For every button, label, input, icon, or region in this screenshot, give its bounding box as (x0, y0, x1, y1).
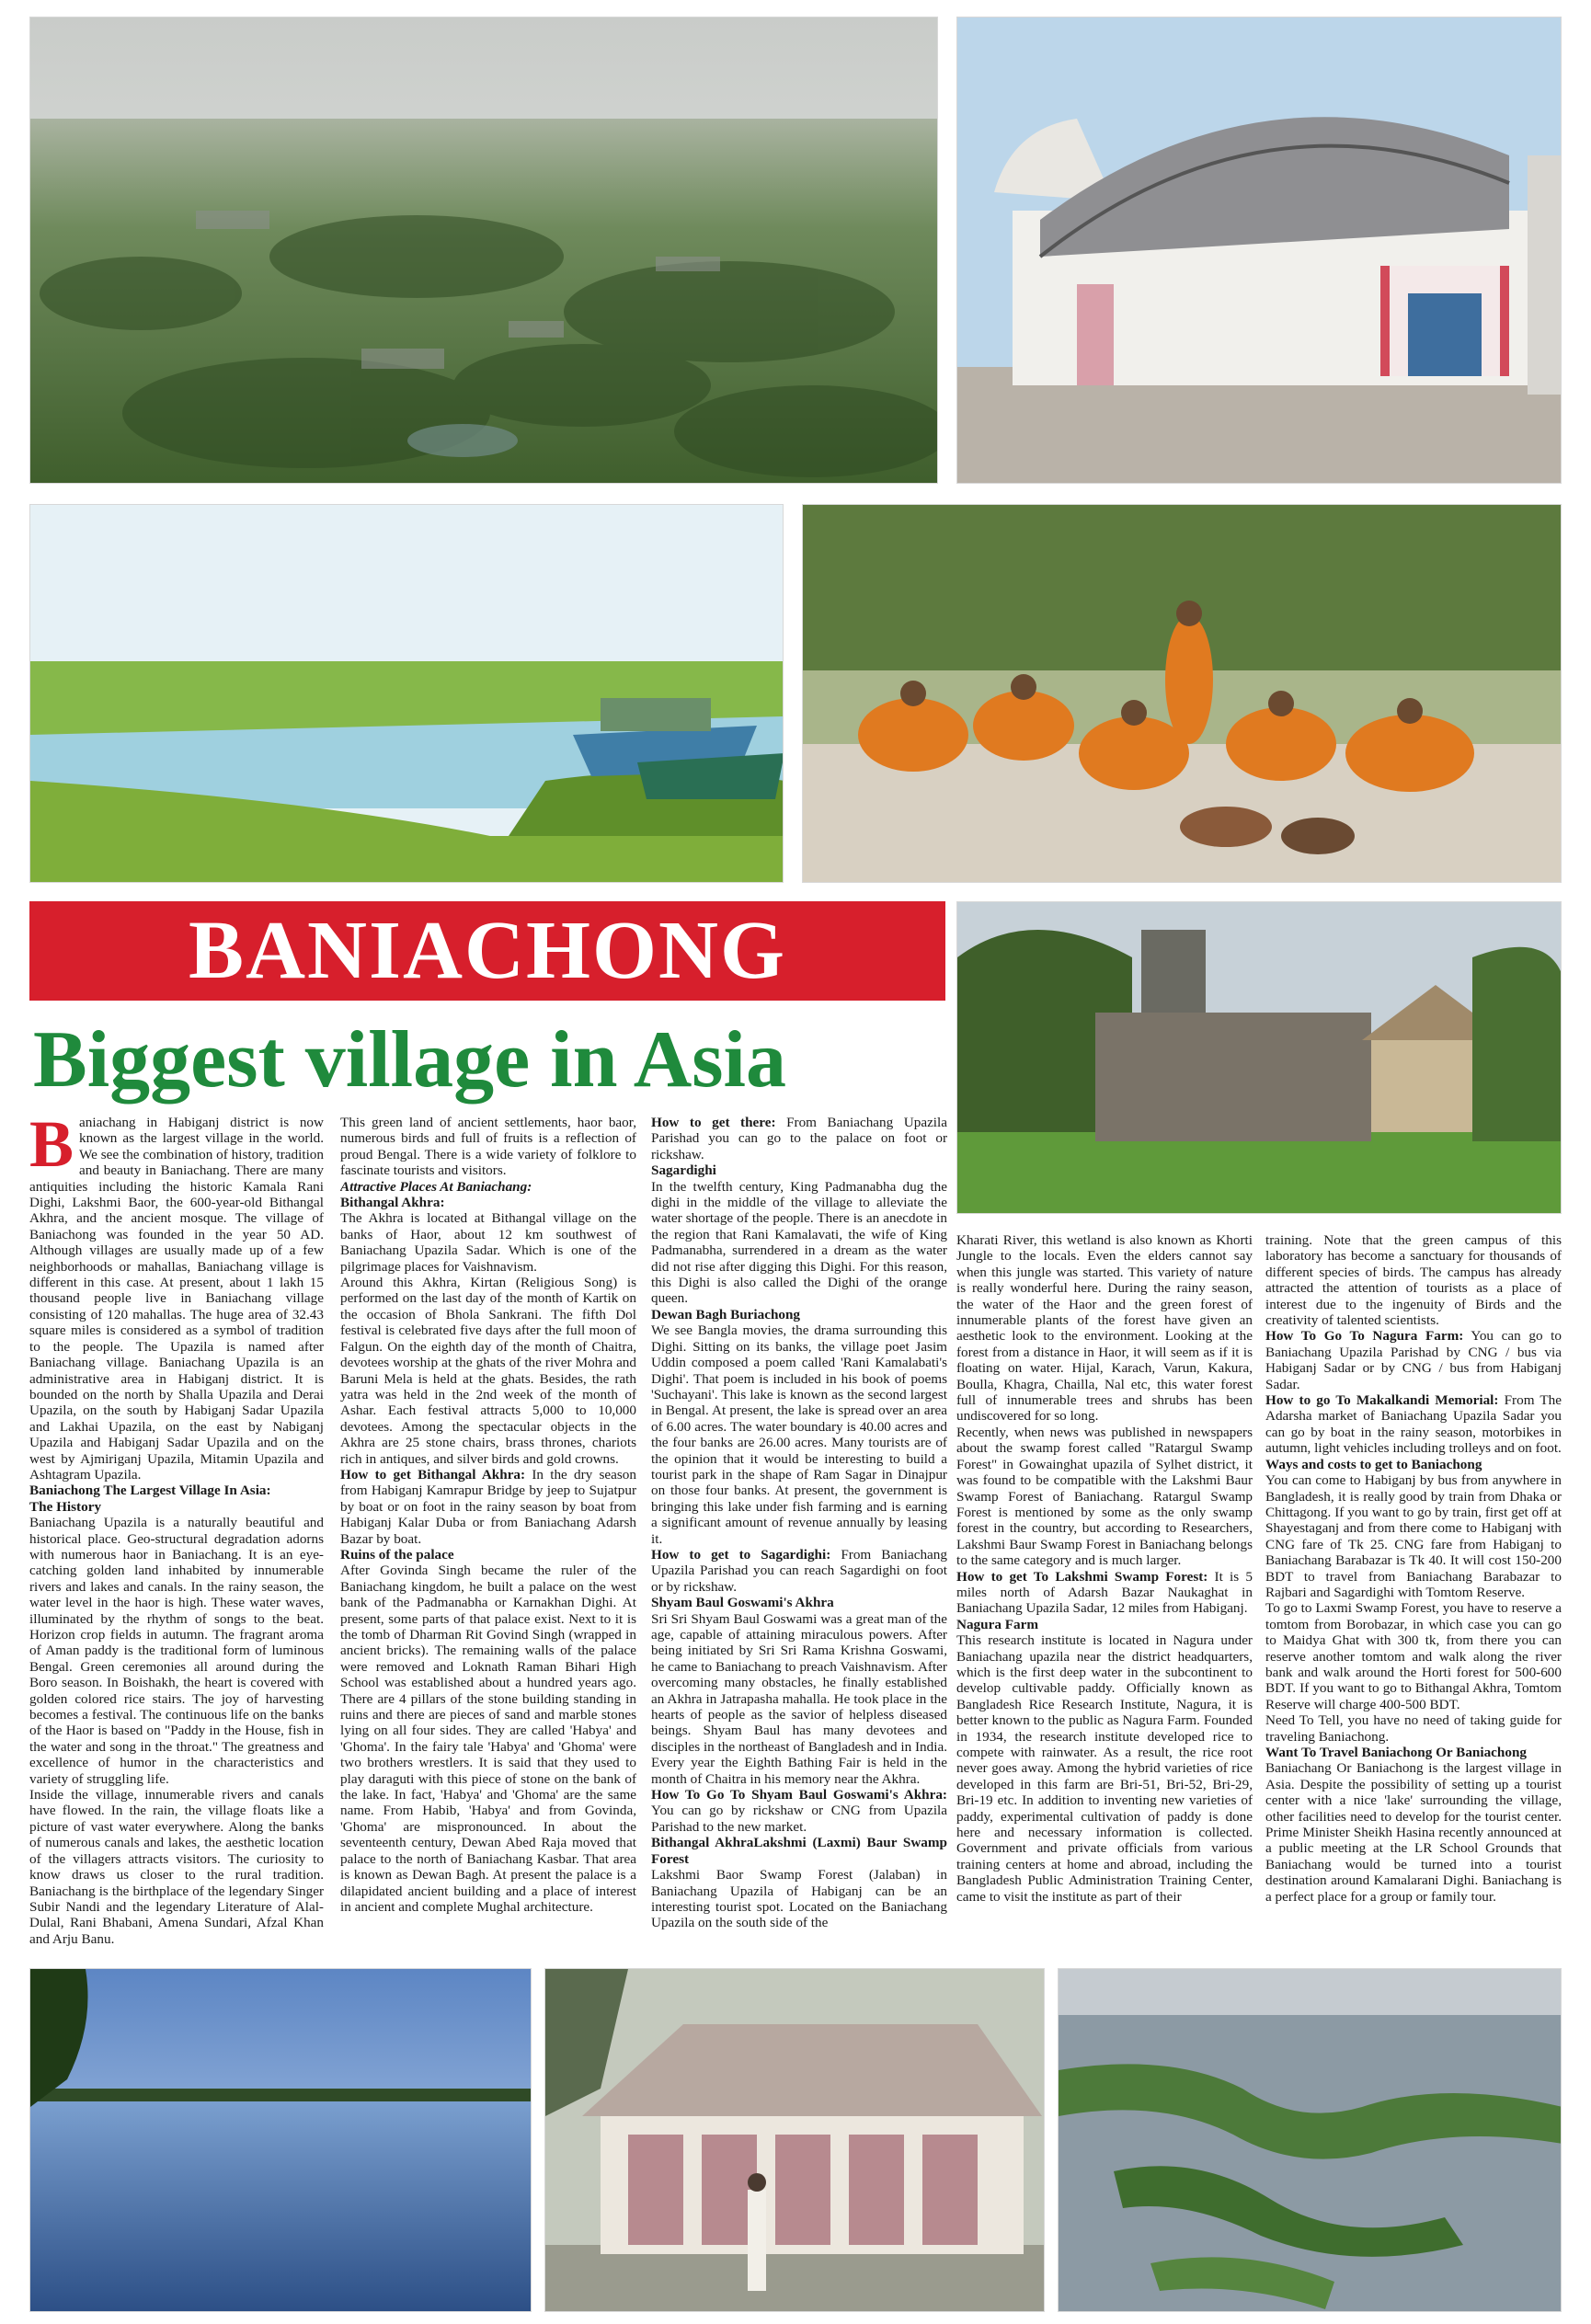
paragraph: Need To Tell, you have no need of taking guide for traveling Baniachong. (1265, 1712, 1562, 1745)
paragraph: Recently, when news was published in newspapers about the swamp forest called "Ratargul Swamp Forest" in Gowainghat upazila of Sylhet district, it was found to be compatible with the Lakshmi Baur Swamp Forest of Baniachang. Ratargul Swamp Forest is mentioned by some as the only swamp forest in the country, but according to Researchers, Lakshmi Baur Swamp Forest in Baniachang belongs to the same category and is much larger. (956, 1424, 1253, 1569)
article-column-3 (651, 1115, 947, 1959)
inline-heading: How to go To Makalkandi Memorial: (1265, 1392, 1499, 1409)
paragraph: In the twelfth century, King Padmanabha dug the dighi in the middle of the village to alleviate the water shortage of the people. There is an anecdote in the region that Rani Kamalavati, the wife of King Padmanabha, surrendered in a dream as the water did not rise after digging this Dighi. For this reason, this Dighi is also called the Dighi of the orange queen. (651, 1178, 947, 1307)
photo-river-boats (29, 504, 784, 883)
paragraph: The Akhra is located at Bithangal village on the banks of Haor, about 12 km southwest of Baniachang Upazila Sadar. Which is one of the pilgrimage places for Vaishnavism. (340, 1210, 636, 1275)
paragraph: Lakshmi Baor Swamp Forest (Jalaban) in Baniachang Upazila of Habiganj can be an interesting tourist spot. Located on the Baniachang Upazila on the south side of the (651, 1867, 947, 1931)
headline-banner (29, 901, 945, 1001)
paragraph: How to get To Lakshmi Swamp Forest: It is 5 miles north of Adarsh Bazar Naukaghat in Baniachang Upazila Sadar, 12 miles from Habiganj. (956, 1568, 1253, 1617)
inline-heading: How To Go To Nagura Farm: (1265, 1328, 1464, 1345)
drop-cap: B (29, 1115, 74, 1181)
inline-heading: How To Go To Shyam Baul Goswami's Akhra: (651, 1787, 947, 1803)
paragraph: This green land of ancient settlements, haor baor, numerous birds and full of fruits is a reflection of proud Bengal. There is a wide variety of folklore to fascinate tourists and visitors. (340, 1115, 636, 1179)
article-column-5 (1265, 1232, 1562, 1959)
section-heading: Ways and costs to get to Baniachong (1265, 1456, 1482, 1472)
section-heading: Dewan Bagh Buriachong (651, 1306, 801, 1322)
section-heading: Bithangal AkhraLakshmi (Laxmi) Baur Swamp Forest (651, 1835, 947, 1867)
section-heading: The History (29, 1498, 102, 1515)
paragraph: Baniachang Upazila is a naturally beautiful and historical place. Geo-structural degradation adorns with numerous haor in Baniachang. It is an eye-catching golden land inhabited by innumerable rivers and lakes and canals. In the rainy season, the water level in the haor is high. These water waves, illuminated by the rhythm of songs to the beat. Horizon crop fields in autumn. The fragrant aroma of Aman paddy is the traditional form of luminous Bengal. Green ceremonies all around during the Boro season. In Boishakh, the heart is covered with golden colored rice stairs. The joy of harvesting becomes a festival. The continuous life on the banks of the Haor is based on "Paddy in the House, fish in the water and song in the throat." The greatness and excellence of humor in the characteristics and variety of struggling life. (29, 1515, 324, 1787)
article-column-1 (29, 1115, 324, 1959)
section-heading: Bithangal Akhra: (340, 1195, 445, 1211)
paragraph: How to go To Makalkandi Memorial: From The Adarsha market of Baniachang Upazila Sadar you can go by boat in the rainy season, motorbikes in autumn, light vehicles including trolleys and on foot. (1265, 1392, 1562, 1457)
section-heading: Want To Travel Baniachong Or Baniachong (1265, 1745, 1527, 1760)
photo-wetland-aerial (1058, 1968, 1562, 2312)
section-heading: Sagardighi (651, 1162, 716, 1179)
article-column-2 (340, 1115, 636, 1959)
paragraph: Inside the village, innumerable rivers and canals have flowed. In the rain, the village floats like a picture of vast water everywhere. Along the banks of numerous canals and lakes, the aesthetic location of the villagers attracts visitors. The curiosity to know draws us closer to the rural tradition. Baniachang is the birthplace of the legendary Singer Subir Nandi and the legendary Literature of Alal-Dulal, Rani Bhabani, Amena Sundari, Afzal Khan and Arju Banu. (29, 1787, 324, 1947)
paragraph: This research institute is located in Nagura under Baniachang upazila near the district headquarters, which is the first deep water in the subcontinent to develop cultivable paddy. Officially known as Bangladesh Rice Research Institute, Nagura, it is better known to the public as Nagura Farm. Founded in 1934, the research institute developed rice to compete with rainwater. As a result, the rice root never goes away. Among the hybrid varieties of rice developed in this farm are Bri-51, Bri-52, Bri-29, Bri-19 etc. In addition to inventing new varieties of paddy, experimental cultivation of paddy is done here and necessary information is collected. Government and private officials from various training centers at home and abroad, including the Bangladesh Public Administration Training Center, came to visit the institute as part of their (956, 1632, 1253, 1905)
photo-devotees-gathering (802, 504, 1562, 883)
article-column-4 (956, 1232, 1253, 1959)
intro-paragraph: Baniachang in Habiganj district is now known as the largest village in the world. We see the combination of history, tradition and beauty in Baniachang. There are many antiquities including the historic Kamala Rani Dighi, Lakshmi Baor, the 600-year-old Bithangal Akhra, and the ancient mosque. The village of Baniachong was founded in the year 50 AD. Although villages are usually made up of a few neighborhoods or mahallas, Baniachang village is different in this case. At present, about 1 lakh 15 thousand people live in Baniachang village consisting of 120 mahallas. The huge area of 32.43 square miles is considered as a symbol of tradition to the people. The Upazila is named after Baniachang village. Baniachang Upazila is an administrative area in Habiganj district. It is bounded on the north by Shalla Upazila and Derai Upazila, on the south by Habiganj Sadar Upazila and Lakhai Upazila, on the east by Nabiganj Upazila and Habiganj Sadar Upazila and on the west by Ajmiriganj Upazila, Mitamin Upazila and Ashtagram Upazila. (29, 1115, 324, 1483)
inline-heading: How to get to Sagardighi: (651, 1546, 831, 1563)
paragraph: To go to Laxmi Swamp Forest, you have to reserve a tomtom from Borobazar, in which case you can go to Maidya Ghat with 300 tk, from there you can reserve another tomtom and walk along the river bank and walk around the Horti forest for 500-600 BDT. If you want to go to Bithangal Akhra, Tomtom Reserve will charge 400-500 BDT. (1265, 1600, 1562, 1712)
section-heading: Ruins of the palace (340, 1546, 454, 1563)
paragraph: Around this Akhra, Kirtan (Religious Song) is performed on the last day of the month of Kartik on the occasion of Bhola Sankrani. The fifth Dol festival is celebrated five days after the full moon of Falgun. On the eighth day of the month of Chaitra, devotees worship at the ghats of the river Mohra and Baruni Mela is held at the ghats. Besides, the rath yatra was held in the 2nd week of the month of Ashar. Each festival attracts 5,000 to 10,000 devotees. Among the spectacular objects in the Akhra are 25 stone chairs, brass thrones, chariots rich in antiques, and silver birds and gold crowns. (340, 1275, 636, 1467)
paragraph: We see Bangla movies, the drama surrounding this Dighi. Sitting on its banks, the village poet Jasim Uddin composed a poem called 'Rani Kamalabati's Dighi'. That poem is included in his book of poems 'Suchayani'. This lake is known as the second largest in Bengal. At present, the lake is spread over an area of 6.00 acres. The water boundary is 40.00 acres and the four banks are 26.00 acres. Many tourists are of the opinion that it would be interesting to build a tourist park in the shape of Ram Sagar in Dinajpur on those four banks. At present, the government is bringing this lake under fish farming and is earning a significant amount of revenue annually by leasing it. (651, 1322, 947, 1547)
paragraph: How to get to Sagardighi: From Baniachang Upazila Parishad you can reach Sagardighi on foot or by rickshaw. (651, 1546, 947, 1595)
photo-palace-ruins (956, 901, 1562, 1214)
paragraph: Baniachang Or Baniachong is the largest village in Asia. Despite the possibility of setting up a tourist center with a nice 'lake' surrounding the village, other facilities need to develop for the tourist center. Prime Minister Sheikh Hasina recently announced at a public meeting at the LR School Grounds that Baniachang would be turned into a tourist destination around Kamalarani Dighi. Baniachang is a perfect place for a group or family tour. (1265, 1760, 1562, 1905)
paragraph: After Govinda Singh became the ruler of the Baniachang kingdom, he built a palace on the west bank of the Padmanabha or Karnakhan Dighi. At present, some parts of that palace exist. Next to it is the tomb of Dharman Rit Govind Singh (wrapped in ancient bricks). The remaining walls of the palace were removed and Loknath Raman Bihari High School was established about a hundred years ago. There are 4 pillars of the stone building standing in ruins and there are pieces of sand and marble stones lying on all four sides. They are called 'Habya' and 'Ghoma'. In the fairy tale 'Habya' and 'Ghoma' were two brothers wrestlers. It is said that they used to play daraguti with this piece of stone on the bank of the lake. In fact, 'Habya' and 'Ghoma' are the same name. From Habib, 'Habya' and from Govinda, 'Ghoma' are mispronounced. In about the seventeenth century, Dewan Abed Raja moved that palace to the north of Baniachang Kasbar. That area is known as Dewan Bagh. At present the palace is a dilapidated ancient building and a place of interest in ancient and complete Mughal architecture. (340, 1563, 636, 1915)
headline-title: BANIACHONG (188, 905, 787, 996)
section-heading: Nagura Farm (956, 1616, 1038, 1632)
headline-subtitle: Biggest village in Asia (33, 1015, 786, 1105)
paragraph: How To Go To Nagura Farm: You can go to Baniachang Upazila Parishad by CNG / bus via Habiganj Sadar or by CNG / bus from Habiganj Sadar. (1265, 1328, 1562, 1392)
photo-aerial-village (29, 17, 938, 484)
photo-temple (956, 17, 1562, 484)
inline-heading: How to get To Lakshmi Swamp Forest: (956, 1568, 1208, 1585)
paragraph: How to get Bithangal Akhra: In the dry season from Habiganj Kamrapur Bridge by jeep to Sujatpur by boat or on foot in the rainy season by boat from Habiganj Kalar Duba or from Baniachang Adarsh Bazar by boat. (340, 1466, 636, 1547)
paragraph: training. Note that the green campus of this laboratory has become a sanctuary for thousands of different species of birds. The campus has already attracted the attention of tourists as a place of interest due to the ingenuity of Birds and the creativity of talented scientists. (1265, 1232, 1562, 1329)
photo-old-house (544, 1968, 1045, 2312)
paragraph: Kharati River, this wetland is also known as Khorti Jungle to the locals. Even the elders cannot say when this jungle was started. This variety of nature is really wonderful here. During the rainy season, the water of the Haor and the green forest of innumerable plants of the forest have given an aesthetic look to the environment. Looking at the forest from a distance in Haor, it will seem as if it is floating on water. Hijal, Karach, Varun, Kakura, Boulla, Khagra, Chailla, Nal etc, this water forest full of innumerable trees and shrubs has been undiscovered for so long. (956, 1232, 1253, 1425)
paragraph: How to get there: From Baniachang Upazila Parishad you can go to the palace on foot or rickshaw. (651, 1115, 947, 1162)
inline-heading: How to get there: (651, 1115, 776, 1130)
paragraph: How To Go To Shyam Baul Goswami's Akhra: You can go by rickshaw or CNG from Upazila Parishad to the new market. (651, 1787, 947, 1835)
paragraph: Sri Sri Shyam Baul Goswami was a great man of the age, capable of attaining miraculous powers. After being initiated by Sri Sri Rama Krishna Goswami, he came to Baniachang to preach Vaishnavism. After overcoming many obstacles, he finally established an Akhra in Jatrapasha mahalla. He took place in the hearts of people as the savior of helpless diseased beings. Shyam Baul has many devotees and disciples in the northeast of Bangladesh and in India. Every year the Eighth Bathing Fair is held in the month of Chaitra in his memory near the Akhra. (651, 1610, 947, 1787)
inline-heading: How to get Bithangal Akhra: (340, 1466, 526, 1483)
section-heading: Attractive Places At Baniachang: (340, 1178, 532, 1195)
section-heading: Baniachong The Largest Village In Asia: (29, 1483, 271, 1499)
paragraph: You can come to Habiganj by bus from anywhere in Bangladesh, it is really good by train from Dhaka or Chittagong. If you want to go by train, first get off at Shayestaganj and from there come to Habiganj with CNG fare of Tk 25. CNG fare from Habiganj to Baniachang Barabazar is Tk 40. It will cost 150-200 BDT to travel from Baniachang Barabazar to Rajbari and Sagardighi with Tomtom Reserve. (1265, 1472, 1562, 1600)
section-heading: Shyam Baul Goswami's Akhra (651, 1595, 834, 1611)
photo-lake (29, 1968, 532, 2312)
